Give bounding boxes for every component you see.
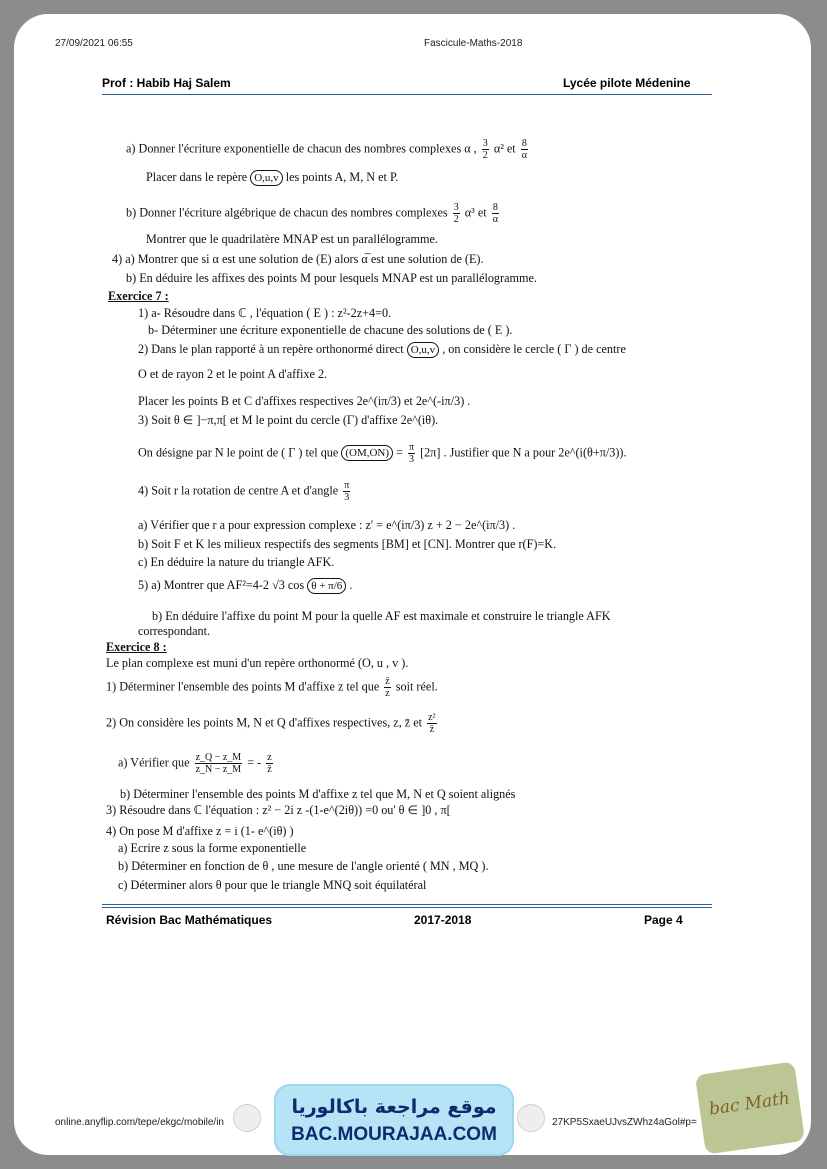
line-3 xyxy=(126,202,501,225)
e8-line-2 xyxy=(106,676,438,699)
e7-8-frac-num: π xyxy=(344,480,350,491)
print-url-right[interactable]: 27KP5SxaeUJvsZWhz4aGol#p= xyxy=(552,1117,697,1128)
e7-line-13: b) En déduire l'affixe du point M pour la quelle AF est maximale et construire le triangle AFK xyxy=(152,609,611,623)
e7-line-11: c) En déduire la nature du triangle AFK. xyxy=(138,555,335,569)
e7-7-eq: = xyxy=(396,445,403,460)
e8-4-frac2-num: z xyxy=(267,752,272,763)
footer-page: Page 4 xyxy=(644,913,683,927)
e8-2-text-a: 1) Déterminer l'ensemble des points M d'affixe z tel que xyxy=(106,679,380,694)
e7-8-frac xyxy=(343,480,350,503)
e7-line-2: b- Déterminer une écriture exponentielle de chacune des solutions de ( E ). xyxy=(148,323,513,337)
e8-line-4 xyxy=(118,752,275,775)
e8-4-frac1-den: z_N − z_M xyxy=(195,764,242,775)
print-datetime: 27/09/2021 06:55 xyxy=(55,38,133,49)
teacher-name: Prof : Habib Haj Salem xyxy=(102,76,231,90)
exercise-7-title: Exercice 7 : xyxy=(108,289,169,303)
l3-frac1 xyxy=(453,202,460,225)
bac-math-logo-text: bac Math xyxy=(707,1088,792,1120)
l3-frac1-num: 3 xyxy=(453,202,459,213)
line-2 xyxy=(146,170,398,186)
l1-frac1-num: 3 xyxy=(482,138,488,149)
header-rule xyxy=(102,94,712,95)
e7-line-3 xyxy=(138,342,626,358)
e7-7-frac xyxy=(408,442,415,465)
l3-frac2-den: α xyxy=(492,214,498,225)
exercise-8-title: Exercice 8 : xyxy=(106,640,167,654)
l3-frac2 xyxy=(492,202,499,225)
e8-3-frac xyxy=(427,712,436,735)
l1-frac1-den: 2 xyxy=(482,150,488,161)
l3-text: b) Donner l'écriture algébrique de chacun des nombres complexes xyxy=(126,205,448,220)
e7-line-7 xyxy=(138,442,627,465)
l2-text-b: les points A, M, N et P. xyxy=(285,170,399,184)
site-logo-icon-right xyxy=(517,1104,545,1132)
e7-3-text-b: , on considère le cercle ( Γ ) de centre xyxy=(442,342,626,356)
line-1a xyxy=(126,138,530,161)
e7-7-frac-num: π xyxy=(409,442,415,453)
e7-3-text-a: 2) Dans le plan rapporté à un repère orthonormé direct xyxy=(138,342,404,356)
e7-line-4: O et de rayon 2 et le point A d'affixe 2. xyxy=(138,367,328,381)
e8-2-text-b: soit réel. xyxy=(395,679,438,694)
e7-3-frame: O,u,v xyxy=(407,342,439,358)
e8-line-9: b) Déterminer en fonction de θ , une mesure de l'angle orienté ( MN , MQ ). xyxy=(118,859,489,873)
footer-year: 2017-2018 xyxy=(414,913,472,927)
e7-7-text-b: [2π] . Justifier que N a pour 2e^(i(θ+π/3)). xyxy=(420,445,627,460)
e7-line-9: a) Vérifier que r a pour expression complexe : z' = e^(iπ/3) z + 2 − 2e^(iπ/3) . xyxy=(138,518,516,532)
l1-mid: α² et xyxy=(493,141,516,156)
print-url-left[interactable]: online.anyflip.com/tepe/ekgc/mobile/in xyxy=(55,1117,224,1128)
e7-line-1: 1) a- Résoudre dans ℂ , l'équation ( E ) : z²-2z+4=0. xyxy=(138,306,392,320)
e7-8-text: 4) Soit r la rotation de centre A et d'angle xyxy=(138,483,339,498)
e8-3-frac-den: z̄ xyxy=(429,724,435,735)
e7-line-5: Placer les points B et C d'affixes respectives 2e^(iπ/3) et 2e^(-iπ/3) . xyxy=(138,394,471,408)
e8-line-8: a) Ecrire z sous la forme exponentielle xyxy=(118,841,307,855)
l3-mid: α³ et xyxy=(464,205,487,220)
e8-3-text: 2) On considère les points M, N et Q d'affixes respectives, z, z̄ et xyxy=(106,715,423,730)
footer-rule xyxy=(102,904,712,908)
e7-line-14: correspondant. xyxy=(138,624,211,638)
e7-12-arg: θ + π/6 xyxy=(307,578,346,594)
document-page xyxy=(14,14,811,1155)
l1-frac2 xyxy=(521,138,528,161)
l3-frac1-den: 2 xyxy=(453,214,459,225)
school-name: Lycée pilote Médenine xyxy=(563,76,691,90)
site-logo-icon-left xyxy=(233,1104,261,1132)
e8-line-5: b) Déterminer l'ensemble des points M d'affixe z tel que M, N et Q soient alignés xyxy=(120,787,516,801)
e8-2-frac xyxy=(384,676,390,699)
line-6: b) En déduire les affixes des points M pour lesquels MNAP est un parallélogramme. xyxy=(126,271,537,285)
l1-frac2-den: α xyxy=(521,150,527,161)
e7-12-text-a: 5) a) Montrer que AF²=4-2 √3 cos xyxy=(138,578,305,592)
e7-12-text-b: . xyxy=(349,578,353,592)
l3-frac2-num: 8 xyxy=(492,202,498,213)
line-5: 4) a) Montrer que si α est une solution de (E) alors α̅ est une solution de (E). xyxy=(112,252,484,266)
footer-left: Révision Bac Mathématiques xyxy=(106,913,273,927)
e7-7-text-a: On désigne par N le point de ( Γ ) tel que xyxy=(138,445,339,460)
e7-line-6: 3) Soit θ ∈ ]−π,π[ et M le point du cercle (Γ) d'affixe 2e^(iθ). xyxy=(138,413,439,427)
e7-line-10: b) Soit F et K les milieux respectifs des segments [BM] et [CN]. Montrer que r(F)=K. xyxy=(138,537,557,551)
e8-line-7: 4) On pose M d'affixe z = i (1- e^(iθ) ) xyxy=(106,824,294,838)
l1-frac1 xyxy=(482,138,489,161)
e8-3-frac-num: z² xyxy=(428,712,436,723)
e8-4-frac2 xyxy=(266,752,272,775)
e7-line-8 xyxy=(138,480,352,503)
e7-7-angle: (OM,ON) xyxy=(341,445,393,461)
l2-frame: O,u,v xyxy=(250,170,282,186)
e7-8-frac-den: 3 xyxy=(344,492,350,503)
l1-frac2-num: 8 xyxy=(521,138,527,149)
line-4: Montrer que le quadrilatère MNAP est un parallélogramme. xyxy=(146,232,438,246)
e8-4-text: a) Vérifier que xyxy=(118,755,190,770)
e8-line-10: c) Déterminer alors θ pour que le triangle MNQ soit équilatéral xyxy=(118,878,427,892)
banner-site-name: BAC.MOURAJAA.COM xyxy=(291,1124,497,1145)
e8-4-frac2-den: z̄ xyxy=(267,764,272,775)
l2-text-a: Placer dans le repère xyxy=(146,170,248,184)
bac-math-logo xyxy=(695,1061,805,1154)
e8-line-3 xyxy=(106,712,439,735)
e7-7-frac-den: 3 xyxy=(409,454,415,465)
site-banner[interactable] xyxy=(274,1084,514,1156)
e8-2-frac-num: z̄ xyxy=(385,676,390,687)
e8-4-frac1 xyxy=(195,752,243,775)
e8-line-6: 3) Résoudre dans ℂ l'équation : z² − 2i z -(1-e^(2iθ)) =0 ou' θ ∈ ]0 , π[ xyxy=(106,803,451,817)
e8-4-eq: = - xyxy=(247,755,262,770)
l1-text: a) Donner l'écriture exponentielle de chacun des nombres complexes α , xyxy=(126,141,477,156)
banner-arabic-text: موقع مراجعة باكالوريا xyxy=(291,1096,497,1118)
e8-line-1: Le plan complexe est muni d'un repère orthonormé (O, u , v ). xyxy=(106,656,409,670)
e8-4-frac1-num: z_Q − z_M xyxy=(195,752,242,763)
e8-2-frac-den: z xyxy=(385,688,390,699)
print-doc-title: Fascicule-Maths-2018 xyxy=(424,38,523,49)
e7-line-12 xyxy=(138,578,352,594)
